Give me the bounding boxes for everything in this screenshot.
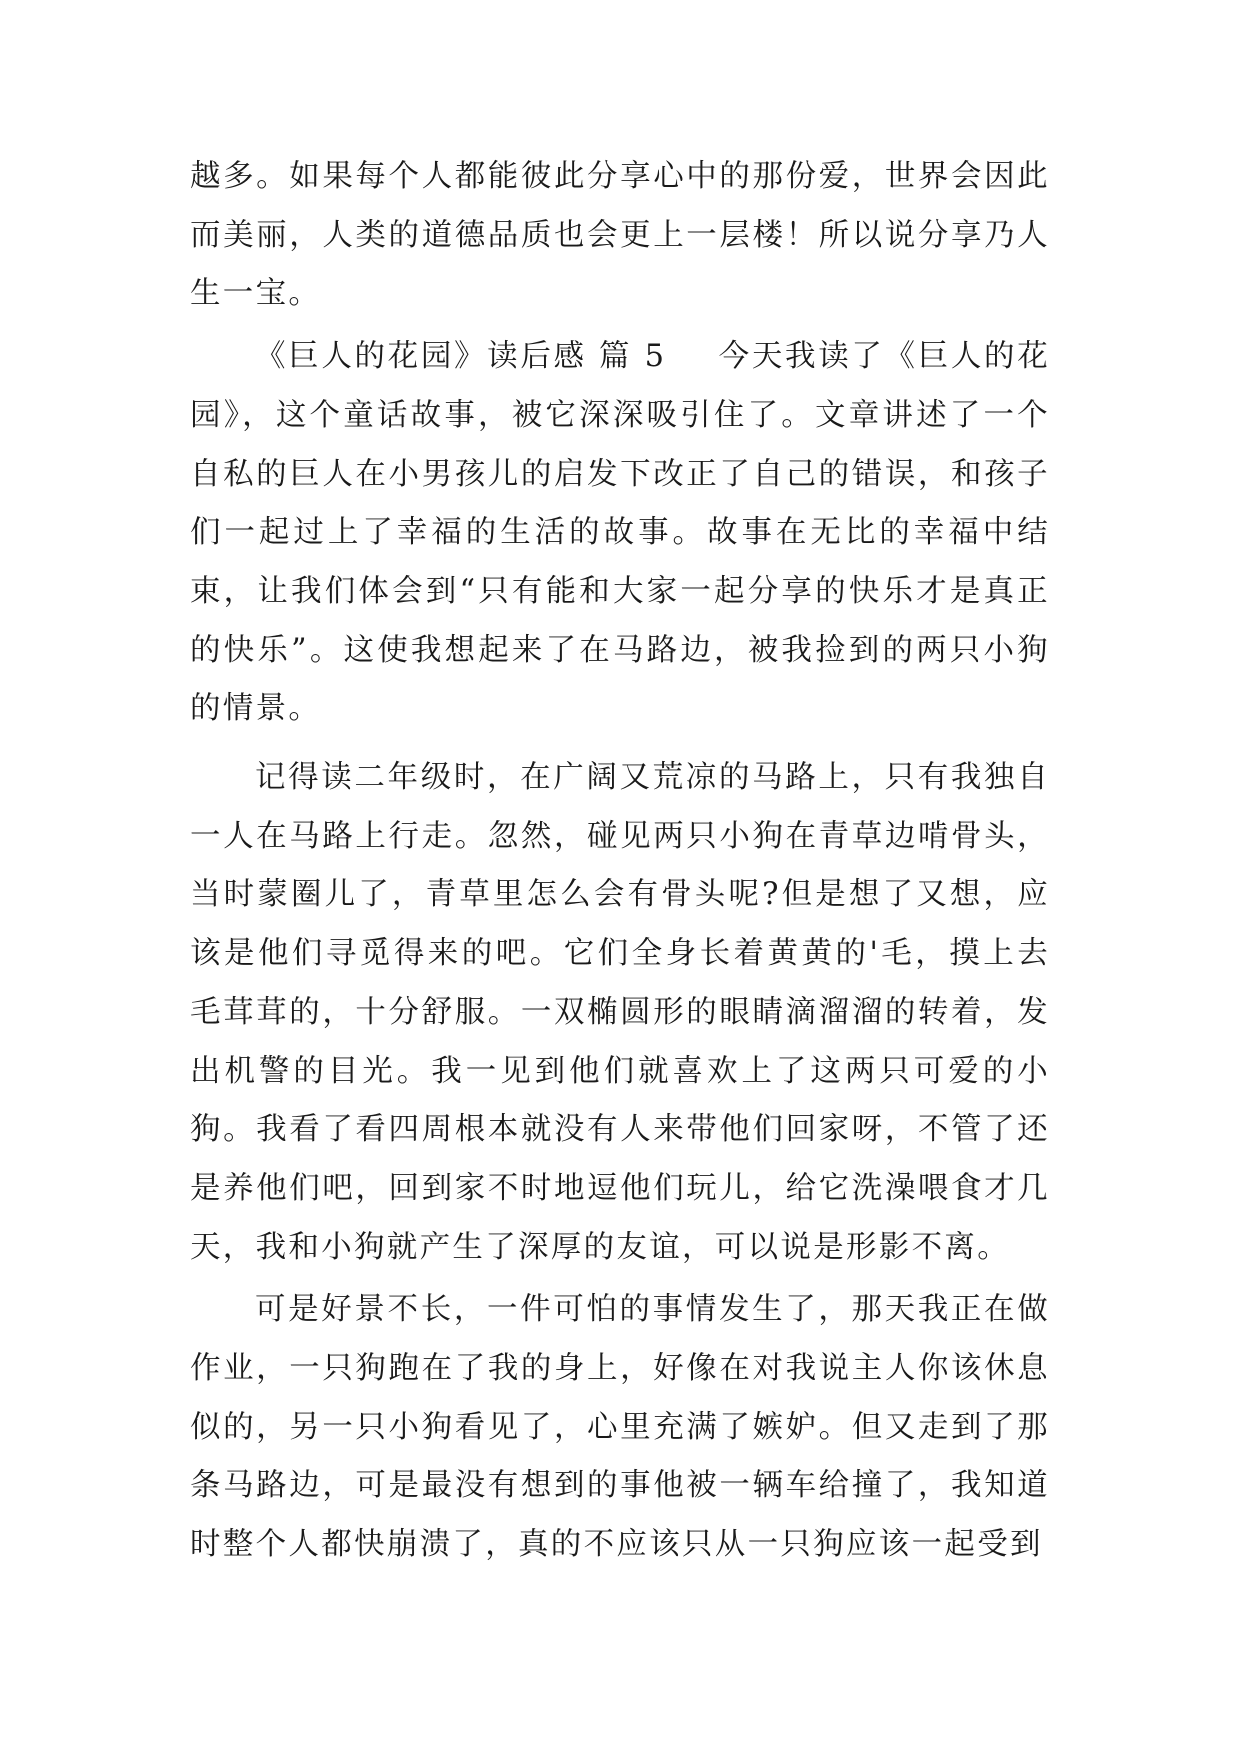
document-page [190, 148, 1050, 1575]
paragraph-found-puppies: 记得读二年级时，在广阔又荒凉的马路上，只有我独自一人在马路上行走。忽然，碰见两只小狗在青草边啃骨头，当时蒙圈儿了，青草里怎么会有骨头呢?但是想了又想，应该是他们寻觅得来的吧。它们全身长着黄黄的'毛，摸上去毛茸茸的，十分舒服。一双椭圆形的眼睛滴溜溜的转着，发出机警的目光。我一见到他们就喜欢上了这两只可爱的小狗。我看了看四周根本就没有人来带他们回家呀，不管了还是养他们吧，回到家不时地逗他们玩儿，给它洗澡喂食才几天，我和小狗就产生了深厚的友谊，可以说是形影不离。 [190, 760, 1050, 1265]
paragraph-closing-share: 越多。如果每个人都能彼此分享心中的那份爱，世界会因此而美丽，人类的道德品质也会更上一层楼！所以说分享乃人生一宝。 [190, 159, 1050, 312]
paragraph-essay-5 [190, 328, 1050, 739]
essay-title: 《巨人的花园》读后感 篇 5 [255, 339, 667, 375]
essay-5-body: 今天我读了《巨人的花园》，这个童话故事，被它深深吸引住了。文章讲述了一个自私的巨人在小男孩儿的启发下改正了自己的错误，和孩子们一起过上了幸福的生活的故事。故事在无比的幸福中结束，让我们体会到“只有能和大家一起分享的快乐才是真正的快乐”。这使我想起来了在马路边，被我捡到的两只小狗的情景。 [190, 339, 1051, 727]
paragraph-accident: 可是好景不长，一件可怕的事情发生了，那天我正在做作业，一只狗跑在了我的身上，好像在对我说主人你该休息似的，另一只小狗看见了，心里充满了嫉妒。但又走到了那条马路边，可是最没有想到的事他被一辆车给撞了，我知道时整个人都快崩溃了，真的不应该只从一只狗应该一起受到 [190, 1292, 1050, 1563]
